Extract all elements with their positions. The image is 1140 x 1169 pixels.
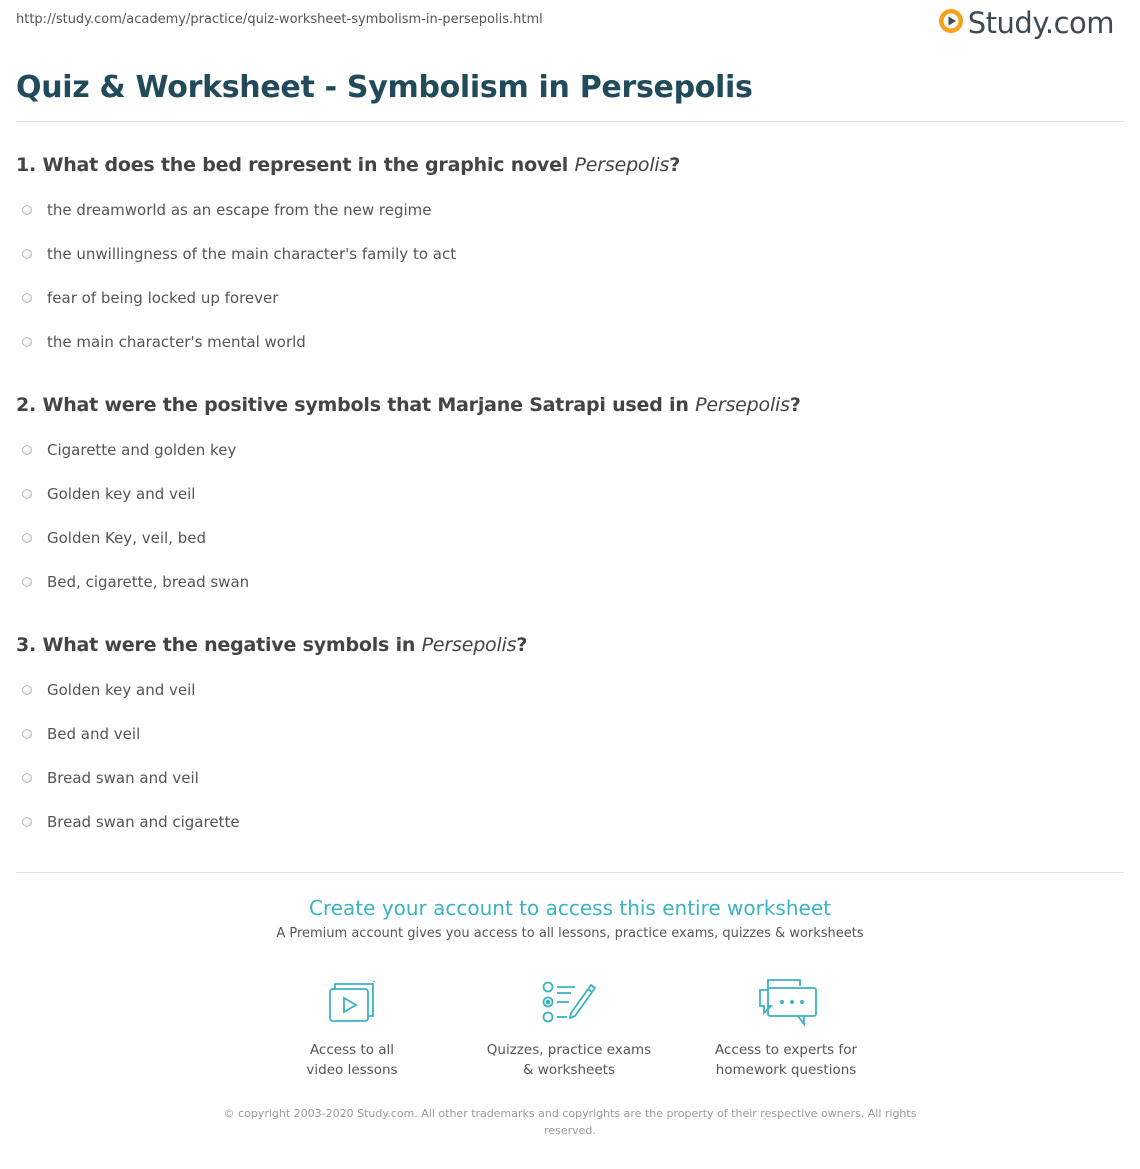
radio-button[interactable] [22,577,32,587]
answer-option[interactable] [22,572,249,592]
answer-label: Golden Key, veil, bed [47,529,206,547]
radio-button[interactable] [22,533,32,543]
feature-experts [686,976,886,1080]
page-url: http://study.com/academy/practice/quiz-worksheet-symbolism-in-persepolis.html [16,12,543,27]
answer-label: Bread swan and cigarette [47,813,240,831]
answer-label: Cigarette and golden key [47,441,237,459]
answer-option[interactable] [22,680,195,700]
answer-option[interactable] [22,440,236,460]
answer-option[interactable] [22,528,206,548]
logo-text: Study.com [967,6,1114,40]
video-lessons-icon [252,976,452,1028]
radio-button[interactable] [22,205,32,215]
radio-button[interactable] [22,445,32,455]
play-circle-icon [938,8,964,38]
answer-label: Bread swan and veil [47,769,199,787]
radio-button[interactable] [22,685,32,695]
answer-option[interactable] [22,288,278,308]
radio-button[interactable] [22,249,32,259]
answer-option[interactable] [22,200,432,220]
divider [16,872,1124,873]
answer-option[interactable] [22,332,306,352]
question-text: 1. What does the bed represent in the graphic novel Persepolis? [16,154,681,176]
question-text: 3. What were the negative symbols in Persepolis? [16,634,528,656]
page-title: Quiz & Worksheet - Symbolism in Persepolis [16,70,753,105]
cta-subtitle: A Premium account gives you access to all lessons, practice exams, quizzes & worksheets [276,926,864,941]
feature-label: Access to experts for homework questions [714,1042,857,1078]
answer-option[interactable] [22,484,195,504]
quiz-checklist-icon [469,976,669,1028]
answer-option[interactable] [22,244,456,264]
cta-title-link[interactable]: Create your account to access this entire worksheet [309,896,831,920]
radio-button[interactable] [22,729,32,739]
radio-button[interactable] [22,773,32,783]
radio-button[interactable] [22,817,32,827]
feature-video-lessons [252,976,452,1080]
study-com-logo[interactable] [938,6,1114,40]
question-3 [16,634,527,656]
feature-label: Quizzes, practice exams & worksheets [486,1042,652,1078]
divider [16,121,1124,122]
answer-option[interactable] [22,812,240,832]
question-2 [16,394,801,416]
answer-label: Golden key and veil [47,681,196,699]
answer-label: Golden key and veil [47,485,196,503]
feature-quizzes [469,976,669,1080]
answer-label: the dreamworld as an escape from the new regime [47,201,432,219]
answer-label: Bed and veil [47,725,141,743]
radio-button[interactable] [22,337,32,347]
answer-label: Bed, cigarette, bread swan [47,573,250,591]
radio-button[interactable] [22,489,32,499]
question-text: 2. What were the positive symbols that Marjane Satrapi used in Persepolis? [16,394,801,416]
answer-label: the unwillingness of the main character's family to act [47,245,457,263]
chat-bubbles-icon [686,976,886,1028]
question-1 [16,154,680,176]
answer-option[interactable] [22,768,199,788]
feature-label: Access to all video lessons [306,1042,398,1078]
radio-button[interactable] [22,293,32,303]
answer-label: fear of being locked up forever [47,289,279,307]
copyright-notice: © copyright 2003-2020 Study.com. All other trademarks and copyrights are the property of their respective owners. All rights reserved. [223,1107,917,1137]
answer-option[interactable] [22,724,140,744]
answer-label: the main character's mental world [47,333,306,351]
signup-cta [0,896,1140,941]
